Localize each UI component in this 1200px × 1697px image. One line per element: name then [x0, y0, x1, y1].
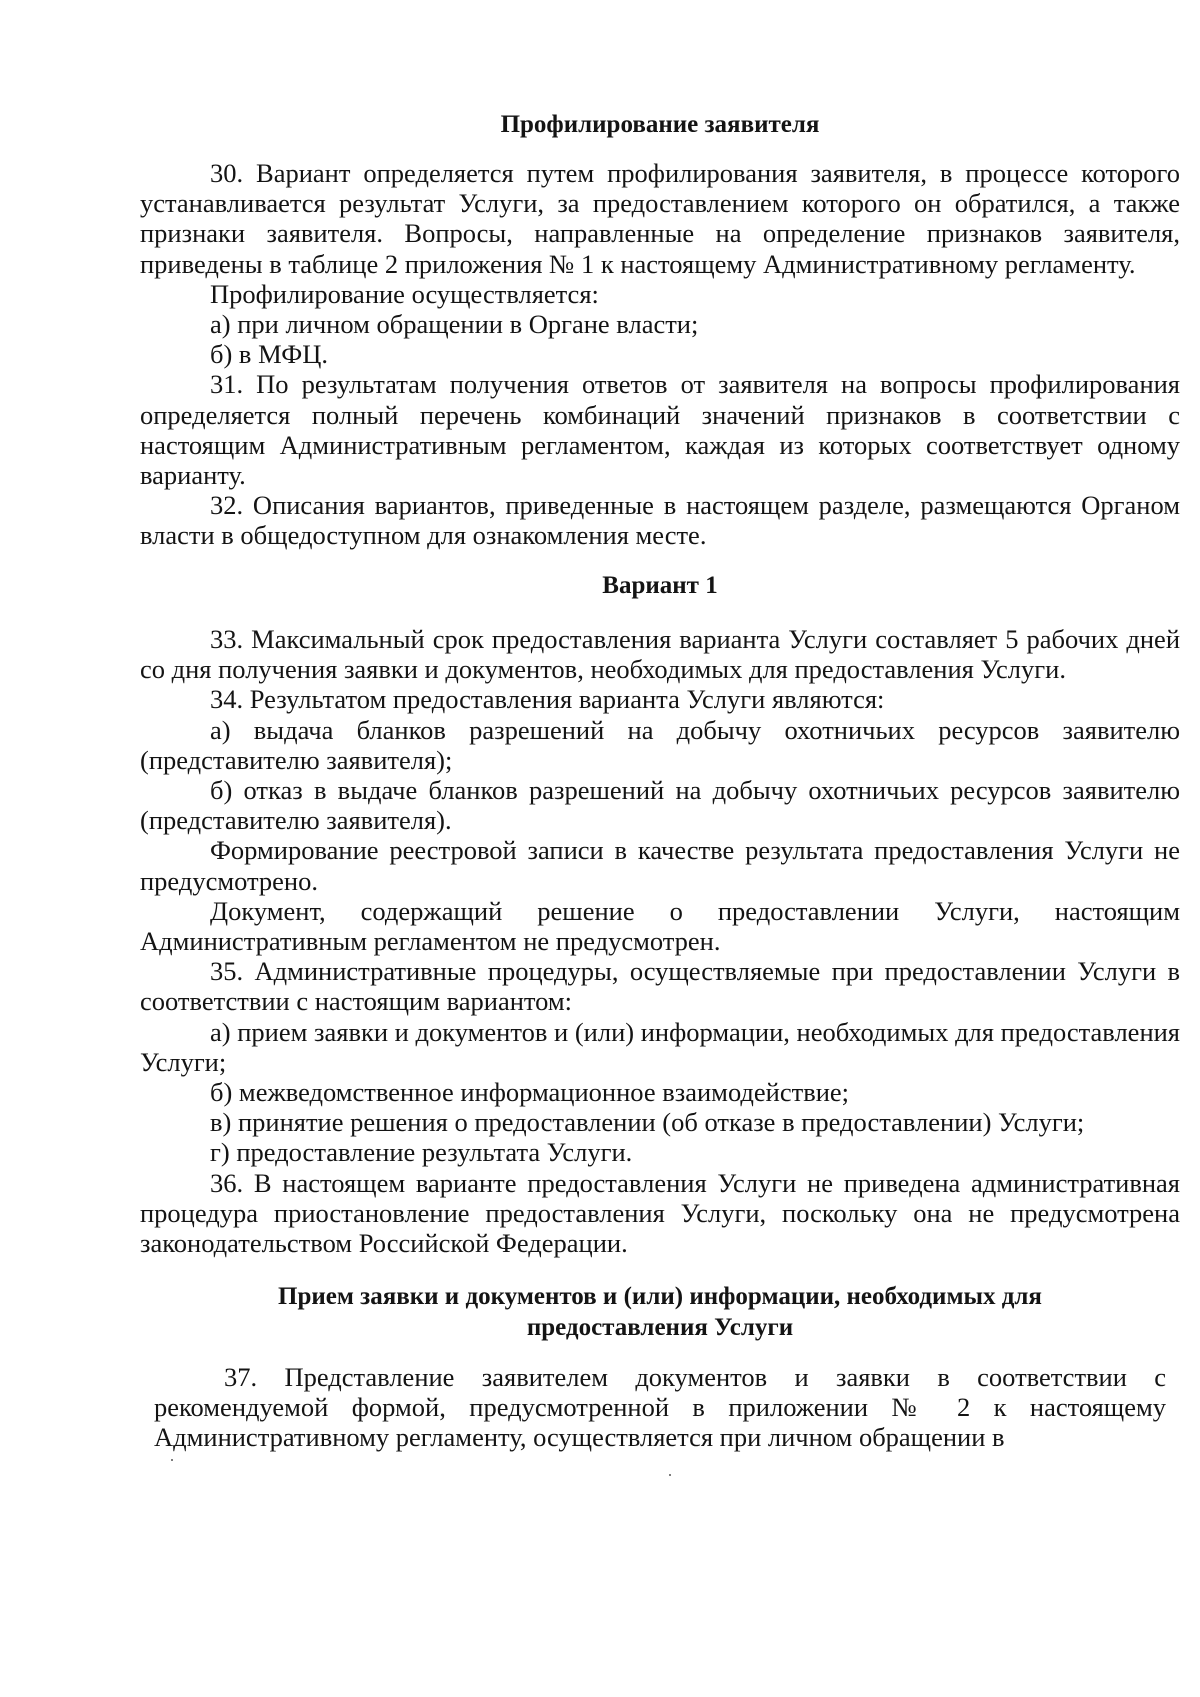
list-item-a: а) выдача бланков разрешений на добычу охотничьих ресурсов заявителю (представителю заявителя); — [140, 714, 1180, 775]
paragraph-35: 35. Административные процедуры, осуществляемые при предоставлении Услуги в соответствии с настоящим вариантом: — [140, 956, 1180, 1017]
section-body-variant-1 — [140, 624, 1180, 1258]
list-item-b: б) межведомственное информационное взаимодействие; — [210, 1077, 850, 1108]
paragraph-31: 31. По результатам получения ответов от заявителя на вопросы профилирования определяется полный перечень комбинаций значений признаков в соответствии с настоящим Административным регламентом, каждая из которых соответствует одному варианту. — [140, 369, 1180, 491]
paragraph-34: 34. Результатом предоставления варианта Услуги являются: — [210, 684, 885, 715]
paragraph-registry-record: Формирование реестровой записи в качестве результата предоставления Услуги не предусмотрено. — [140, 835, 1180, 896]
list-item-b: б) отказ в выдаче бланков разрешений на добычу охотничьих ресурсов заявителю (представителю заявителя). — [140, 775, 1180, 836]
scan-speck — [171, 1459, 173, 1461]
section-title-variant-1: Вариант 1 — [602, 572, 718, 599]
section-title-line-1: Прием заявки и документов и (или) информации, необходимых для — [278, 1283, 1042, 1310]
section-title-profiling: Профилирование заявителя — [500, 111, 820, 138]
scan-speck — [669, 1474, 671, 1476]
section-body-profiling — [140, 158, 1180, 551]
paragraph-profiling-intro: Профилирование осуществляется: — [210, 278, 599, 309]
paragraph-37: 37. Представление заявителем документов и заявки в соответствии с рекомендуемой формой, предусмотренной в приложении № 2 к настоящему Административному регламенту, осуществляется при личном обращении в — [154, 1362, 1166, 1453]
list-item-d: г) предоставление результата Услуги. — [210, 1137, 633, 1168]
list-item-a: а) при личном обращении в Органе власти; — [210, 309, 699, 340]
paragraph-decision-document: Документ, содержащий решение о предоставлении Услуги, настоящим Административным регламентом не предусмотрен. — [140, 895, 1180, 957]
paragraph-36: 36. В настоящем варианте предоставления Услуги не приведена административная процедура приостановление предоставления Услуги, поскольку она не предусмотрена законодательством Российской Федерации. — [140, 1167, 1180, 1259]
section-title-line-2: предоставления Услуги — [526, 1314, 794, 1341]
list-item-c: в) принятие решения о предоставлении (об отказе в предоставлении) Услуги; — [210, 1107, 1085, 1138]
list-item-a: а) прием заявки и документов и (или) информации, необходимых для предоставления Услуги; — [140, 1016, 1180, 1077]
list-item-b: б) в МФЦ. — [210, 339, 328, 370]
paragraph-33: 33. Максимальный срок предоставления варианта Услуги составляет 5 рабочих дней со дня получения заявки и документов, необходимых для предоставления Услуги. — [140, 624, 1180, 685]
paragraph-32: 32. Описания вариантов, приведенные в настоящем разделе, размещаются Органом власти в общедоступном для ознакомления месте. — [140, 490, 1180, 551]
section-body-application-intake — [154, 1362, 1166, 1453]
paragraph-30: 30. Вариант определяется путем профилирования заявителя, в процессе которого устанавливается результат Услуги, за предоставлением которого он обратился, а также признаки заявителя. Вопросы, направленные на определение признаков заявителя, приведены в таблице 2 приложения № 1 к настоящему Административному регламенту. — [140, 158, 1180, 279]
section-title-application-intake — [140, 1281, 1180, 1343]
